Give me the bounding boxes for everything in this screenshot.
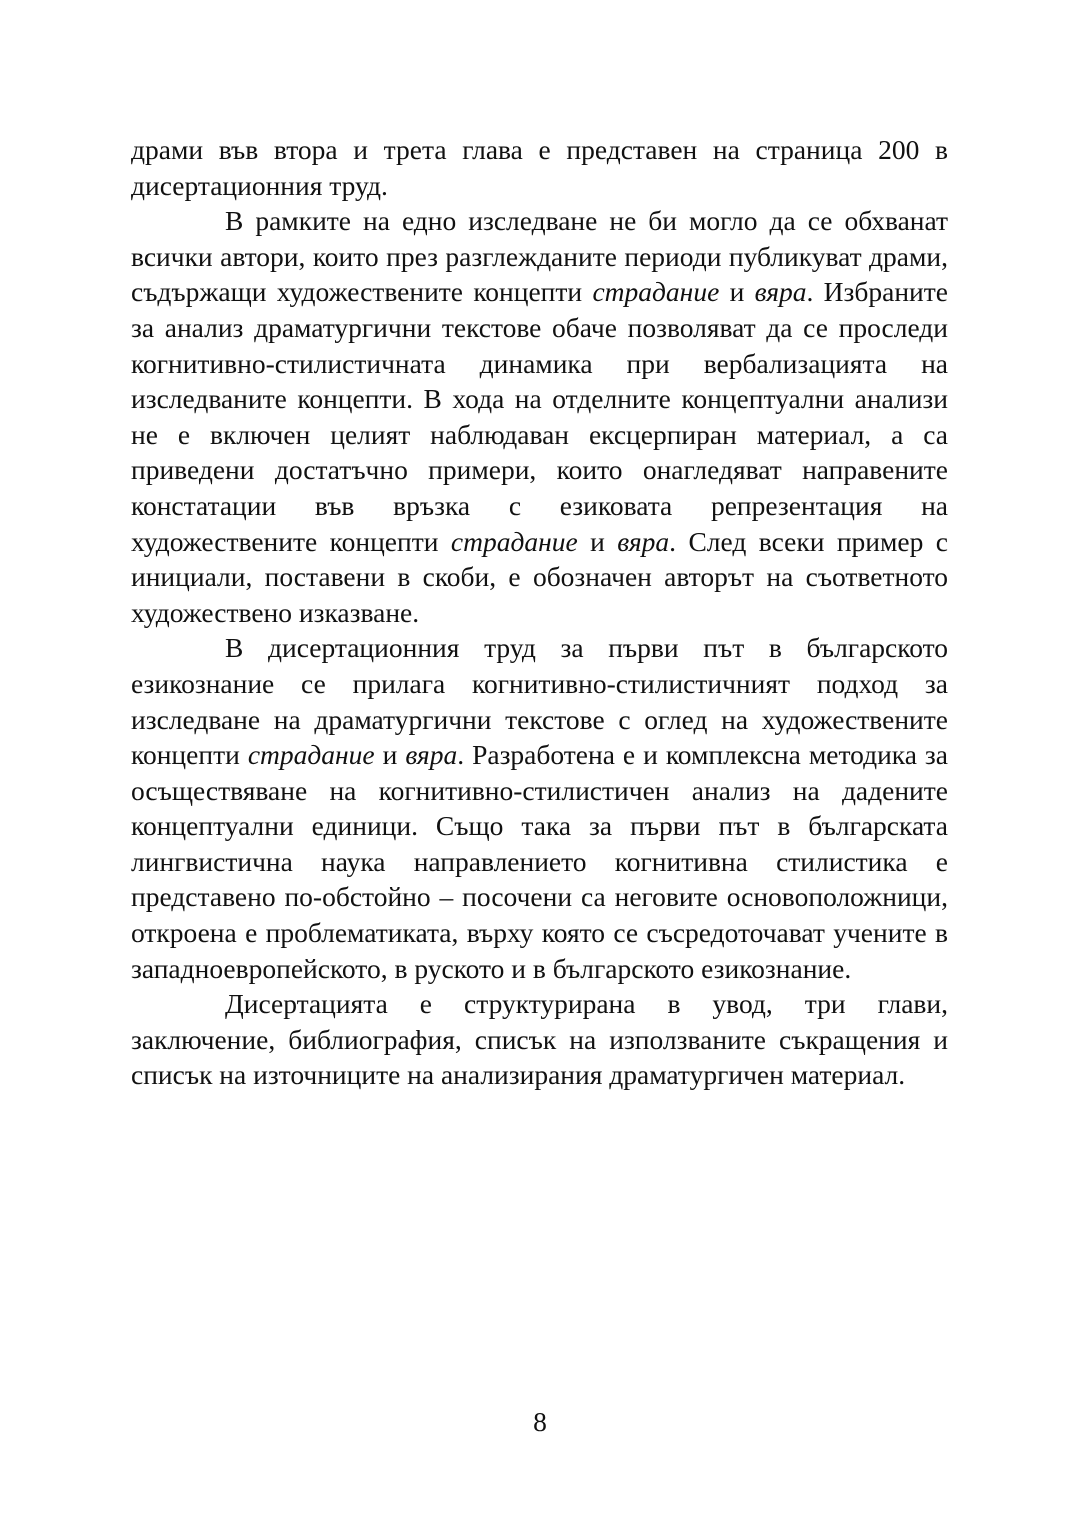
italic-term: страдание (450, 525, 578, 557)
page-number: 8 (533, 1406, 547, 1437)
italic-term: страдание (592, 276, 720, 308)
body-text (131, 132, 948, 1093)
italic-term: вяра (754, 276, 807, 308)
italic-term: вяра (617, 525, 670, 557)
italic-term: страдание (247, 739, 375, 771)
paragraph-continuation: драми във втора и трета глава е представен на страница 200 в дисертационния труд. (131, 134, 948, 201)
italic-term: вяра (405, 739, 458, 771)
paragraph-structure: Дисертацията е структурирана в увод, три глави, заключение, библиография, списък на използваните съкращения и списък на източниците на анализирания драматургичен материал. (131, 988, 948, 1091)
paragraph-contribution: В дисертационния труд за първи път в българското езикознание се прилага когнитивно-стилистичният подход за изследване на драматургични текстове с оглед на художествените концепти страдание и вяра. Разработена е и комплексна методика за осъществяване на когнитивно-стилистичен анализ на дадените концептуални единици. Също така за първи път в българската лингвистична наука направлението когнитивна стилистика е представено по-обстойно – посочени са неговите основоположници, откроена е проблематиката, върху която се съсредоточават учените в западноевропейското, в руското и в българското езикознание. (131, 632, 948, 984)
paragraph-scope: В рамките на едно изследване не би могло да се обхванат всички автори, които през разглежданите периоди публикуват драми, съдържащи художествените концепти страдание и вяра. Избраните за анализ драматургични текстове обаче позволяват да се проследи когнитивно-стилистичната динамика при вербализацията на изследваните концепти. В хода на отделните концептуални анализи не е включен целият наблюдаван ексцерпиран материал, а са приведени достатъчно примери, които онагледяват направените констатации във връзка с езиковата репрезентация на художествените концепти страдание и вяра. След всеки пример с инициали, поставени в скоби, е обозначен авторът на съответното художествено изказване. (131, 205, 949, 628)
